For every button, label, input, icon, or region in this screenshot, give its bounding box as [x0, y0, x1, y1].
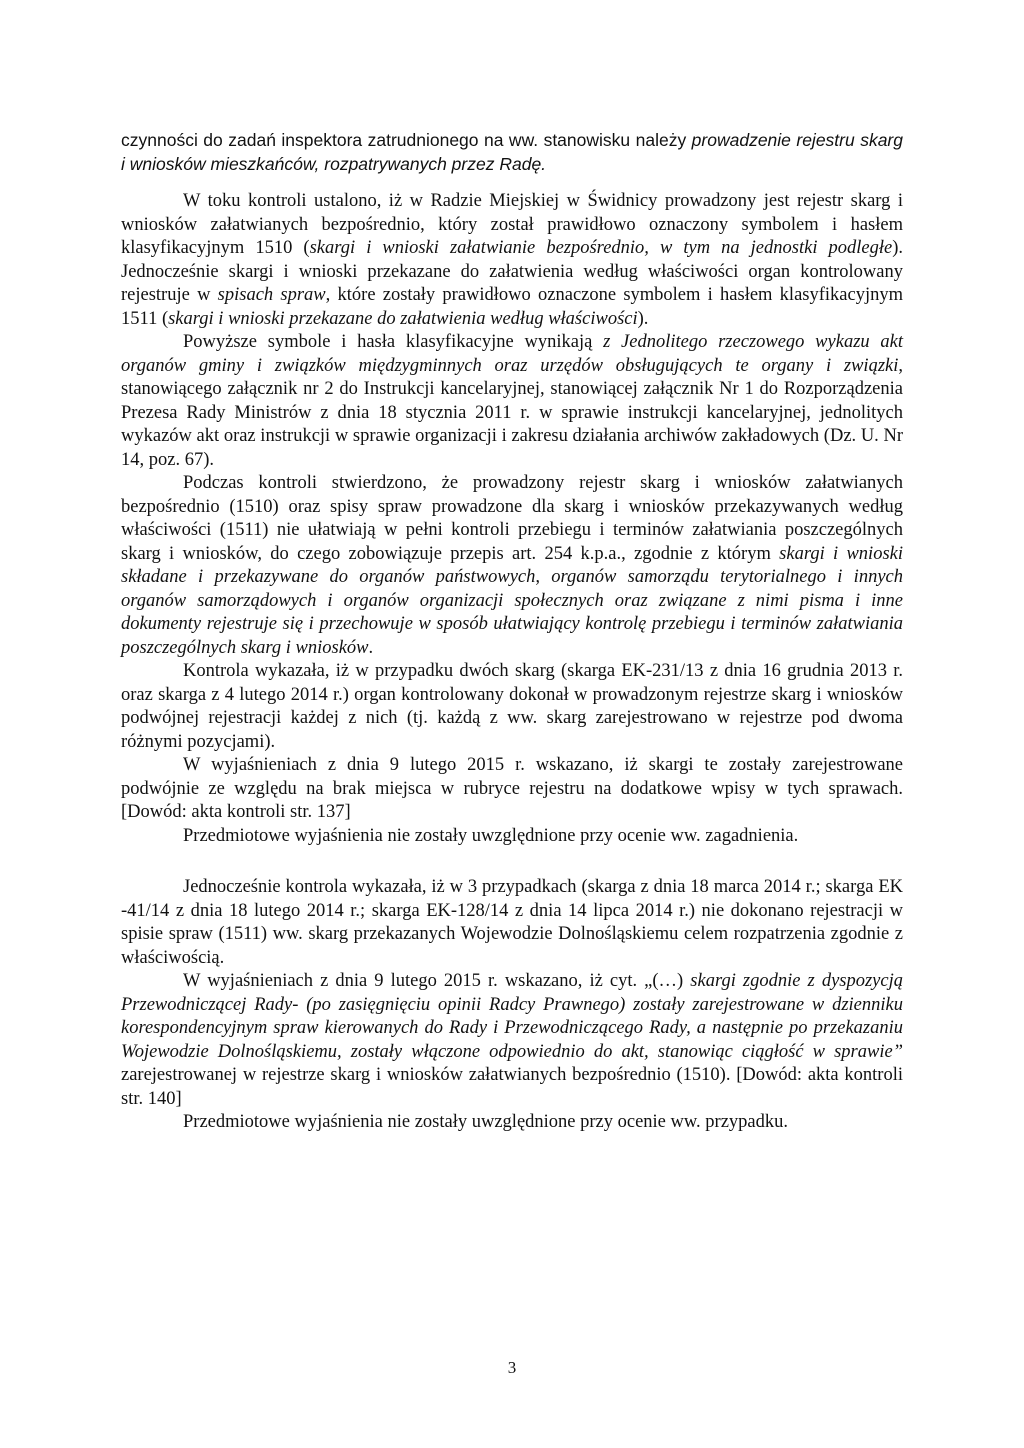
document-body — [121, 129, 903, 1135]
paragraph-8 — [121, 876, 903, 970]
text-segment: Kontrola wykazała, iż w przypadku dwóch skarg (skarga EK-231/13 z dnia 16 grudnia 2013 r. oraz skarga z 4 lutego 2014 r.) organ kontrolowany dokonał w prowadzonym rejestrze skarg i wniosków podwójnej rejestracji każdej z nich (tj. każdą z ww. skarg zarejestrowano w rejestrze pod dwoma różnymi pozycjami). — [121, 661, 903, 752]
page-number: 3 — [507, 1358, 517, 1377]
italic-text: skargi i wnioski składane i przekazywane do organów państwowych, organów samorządu terytorialnego i innych organów samorządowych i organów organizacji społecznych oraz związane z nimi pisma i inne dokumenty rejestruje się i przechowuje w sposób ułatwiający kontrolę przebiegu i terminów załatwiania poszczególnych skarg i wniosków — [121, 543, 903, 658]
paragraph-4 — [121, 472, 903, 660]
paragraph-10 — [121, 1111, 903, 1135]
italic-text: skargi i wnioski załatwianie bezpośrednio, w tym na jednostki podległe — [309, 238, 893, 258]
text-segment: W wyjaśnieniach z dnia 9 lutego 2015 r. wskazano, iż skargi te zostały zarejestrowane podwójnie ze względu na brak miejsca w rubryce rejestru na dodatkowe wpisy w tych sprawach. [Dowód: akta kontroli str. 137] — [121, 755, 903, 822]
text-segment: Przedmiotowe wyjaśnienia nie zostały uwzględnione przy ocenie ww. przypadku. — [183, 1112, 788, 1132]
italic-text: spisach spraw — [217, 285, 326, 305]
italic-text: skargi zgodnie z dyspozycją Przewodniczącej Rady- (po zasięgnięciu opinii Radcy Prawnego) zostały zarejestrowane w dzienniku korespondencyjnym spraw kierowanych do Rady i Przewodniczącego Rady, a następnie po przekazaniu Wojewodzie Dolnośląskiemu, zostały włączone odpowiednio do akt, stanowiąc ciągłość w sprawie” — [121, 971, 903, 1062]
paragraph-6 — [121, 754, 903, 825]
paragraph-9 — [121, 970, 903, 1111]
paragraph-5 — [121, 660, 903, 754]
italic-text: z Jednolitego rzeczowego wykazu akt organów gminy i związków międzygminnych oraz urzędów obsługujących te organy i związki — [121, 332, 904, 376]
text-segment: Powyższe symbole i hasła klasyfikacyjne wynikają — [183, 332, 604, 352]
paragraph-7 — [121, 825, 903, 849]
text-segment: W wyjaśnieniach z dnia 9 lutego 2015 r. wskazano, iż cyt. „(…) — [183, 971, 691, 991]
text-segment: zarejestrowanej w rejestrze skarg i wniosków załatwianych bezpośrednio (1510). [Dowód: akta kontroli str. 140] — [121, 1065, 903, 1109]
text-segment: czynności do zadań inspektora zatrudnionego na ww. stanowisku należy — [121, 130, 692, 150]
text-segment: W toku kontroli ustalono, iż w Radzie Miejskiej w Świdnicy prowadzony jest rejestr skarg i wniosków załatwianych bezpośrednio, który został prawidłowo oznaczony symbolem i hasłem klasyfikacyjnym 1510 ( — [121, 191, 903, 258]
text-segment: , stanowiącego załącznik nr 2 do Instrukcji kancelaryjnej, stanowiącej załącznik Nr 1 do Rozporządzenia Prezesa Rady Ministrów z dnia 18 stycznia 2011 r. w sprawie instrukcji kancelaryjnej, jednolitych wykazów akt oraz instrukcji w sprawie organizacji i zakresu działania archiwów zakładowych (Dz. U. Nr 14, poz. 67). — [121, 355, 903, 470]
text-segment: Jednocześnie kontrola wykazała, iż w 3 przypadkach (skarga z dnia 18 marca 2014 r.; skarga EK -41/14 z dnia 18 lutego 2014 r.; skarga EK-128/14 z dnia 14 lipca 2014 r.) nie dokonano rejestracji w spisie spraw (1511) ww. skarg przekazanych Wojewodzie Dolnośląskiemu celem rozpatrzenia zgodnie z właściwością. — [121, 877, 903, 968]
paragraph-2 — [121, 190, 903, 331]
text-segment: . — [368, 637, 374, 658]
text-segment: ). Jednocześnie skargi i wnioski przekazane do załatwienia według właściwości organ kontrolowany rejestruje w — [121, 238, 904, 305]
text-segment: Przedmiotowe wyjaśnienia nie zostały uwzględnione przy ocenie ww. zagadnienia. — [183, 825, 799, 846]
paragraph-1 — [121, 129, 903, 176]
paragraph-3 — [121, 331, 903, 472]
italic-text: prowadzenie rejestru skarg i wniosków mieszkańców, rozpatrywanych przez Radę. — [121, 130, 903, 174]
italic-text: skargi i wnioski przekazane do załatwienia według właściwości — [168, 308, 638, 329]
text-segment: , które zostały prawidłowo oznaczone symbolem i hasłem klasyfikacyjnym 1511 ( — [121, 285, 903, 329]
text-segment: Podczas kontroli stwierdzono, że prowadzony rejestr skarg i wniosków załatwianych bezpośrednio (1510) oraz spisy spraw prowadzone dla skarg i wniosków przekazywanych według właściwości (1511) nie ułatwiają w pełni kontroli przebiegu i terminów załatwiania poszczególnych skarg i wniosków, do czego zobowiązuje przepis art. 254 k.p.a., zgodnie z którym — [121, 473, 903, 564]
text-segment: ). — [637, 308, 649, 329]
